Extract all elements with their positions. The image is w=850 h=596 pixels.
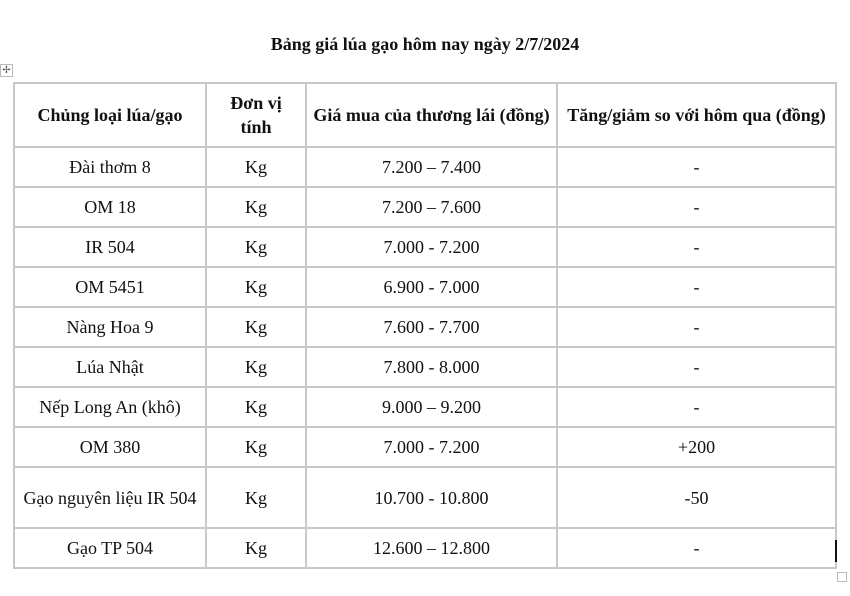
table-row bbox=[15, 388, 837, 428]
cell-change[interactable]: - bbox=[558, 268, 837, 308]
page-title: Bảng giá lúa gạo hôm nay ngày 2/7/2024 bbox=[270, 34, 580, 54]
cell-price[interactable]: 7.200 – 7.600 bbox=[307, 188, 558, 228]
cell-unit[interactable]: Kg bbox=[207, 428, 307, 468]
cell-change[interactable]: -50 bbox=[558, 468, 837, 529]
cell-change[interactable]: +200 bbox=[558, 428, 837, 468]
header-unit: Đơn vị tính bbox=[207, 84, 307, 148]
cell-type[interactable]: Nàng Hoa 9 bbox=[15, 308, 207, 348]
cell-price[interactable]: 6.900 - 7.000 bbox=[307, 268, 558, 308]
cell-type[interactable]: Gạo TP 504 bbox=[15, 529, 207, 569]
cell-type[interactable]: Gạo nguyên liệu IR 504 bbox=[15, 468, 207, 529]
cell-change[interactable]: - bbox=[558, 348, 837, 388]
cell-type[interactable]: Đài thơm 8 bbox=[15, 148, 207, 188]
cell-change[interactable]: - bbox=[558, 148, 837, 188]
cell-unit[interactable]: Kg bbox=[207, 228, 307, 268]
cell-price[interactable]: 9.000 – 9.200 bbox=[307, 388, 558, 428]
cell-price[interactable]: 7.800 - 8.000 bbox=[307, 348, 558, 388]
table-resize-handle[interactable] bbox=[837, 572, 847, 582]
cell-change[interactable]: - bbox=[558, 529, 837, 569]
cell-price[interactable]: 7.600 - 7.700 bbox=[307, 308, 558, 348]
cell-type[interactable]: OM 5451 bbox=[15, 268, 207, 308]
cell-price[interactable]: 7.000 - 7.200 bbox=[307, 428, 558, 468]
cell-unit[interactable]: Kg bbox=[207, 388, 307, 428]
cell-unit[interactable]: Kg bbox=[207, 529, 307, 569]
rice-price-table bbox=[13, 82, 837, 569]
table-row bbox=[15, 228, 837, 268]
table-row bbox=[15, 468, 837, 529]
cell-price[interactable]: 12.600 – 12.800 bbox=[307, 529, 558, 569]
cell-unit[interactable]: Kg bbox=[207, 468, 307, 529]
cell-type[interactable]: OM 18 bbox=[15, 188, 207, 228]
cell-unit[interactable]: Kg bbox=[207, 348, 307, 388]
table-row bbox=[15, 188, 837, 228]
header-type: Chủng loại lúa/gạo bbox=[15, 84, 207, 148]
cell-change[interactable]: - bbox=[558, 228, 837, 268]
table-move-handle-icon[interactable]: ✢ bbox=[0, 64, 13, 77]
cell-type[interactable]: Lúa Nhật bbox=[15, 348, 207, 388]
cell-change[interactable]: - bbox=[558, 308, 837, 348]
table-row bbox=[15, 268, 837, 308]
cell-price[interactable]: 7.000 - 7.200 bbox=[307, 228, 558, 268]
cell-price[interactable]: 7.200 – 7.400 bbox=[307, 148, 558, 188]
cell-unit[interactable]: Kg bbox=[207, 308, 307, 348]
cell-unit[interactable]: Kg bbox=[207, 188, 307, 228]
table-row bbox=[15, 308, 837, 348]
cell-type[interactable]: Nếp Long An (khô) bbox=[15, 388, 207, 428]
text-cursor bbox=[835, 540, 837, 562]
header-change: Tăng/giảm so với hôm qua (đồng) bbox=[558, 84, 837, 148]
table-row bbox=[15, 529, 837, 569]
cell-type[interactable]: OM 380 bbox=[15, 428, 207, 468]
cell-change[interactable]: - bbox=[558, 388, 837, 428]
cell-unit[interactable]: Kg bbox=[207, 268, 307, 308]
table-row bbox=[15, 148, 837, 188]
cell-change[interactable]: - bbox=[558, 188, 837, 228]
header-price: Giá mua của thương lái (đồng) bbox=[307, 84, 558, 148]
cell-unit[interactable]: Kg bbox=[207, 148, 307, 188]
table-row bbox=[15, 348, 837, 388]
cell-type[interactable]: IR 504 bbox=[15, 228, 207, 268]
table-header-row bbox=[15, 84, 837, 148]
table-row bbox=[15, 428, 837, 468]
cell-price[interactable]: 10.700 - 10.800 bbox=[307, 468, 558, 529]
